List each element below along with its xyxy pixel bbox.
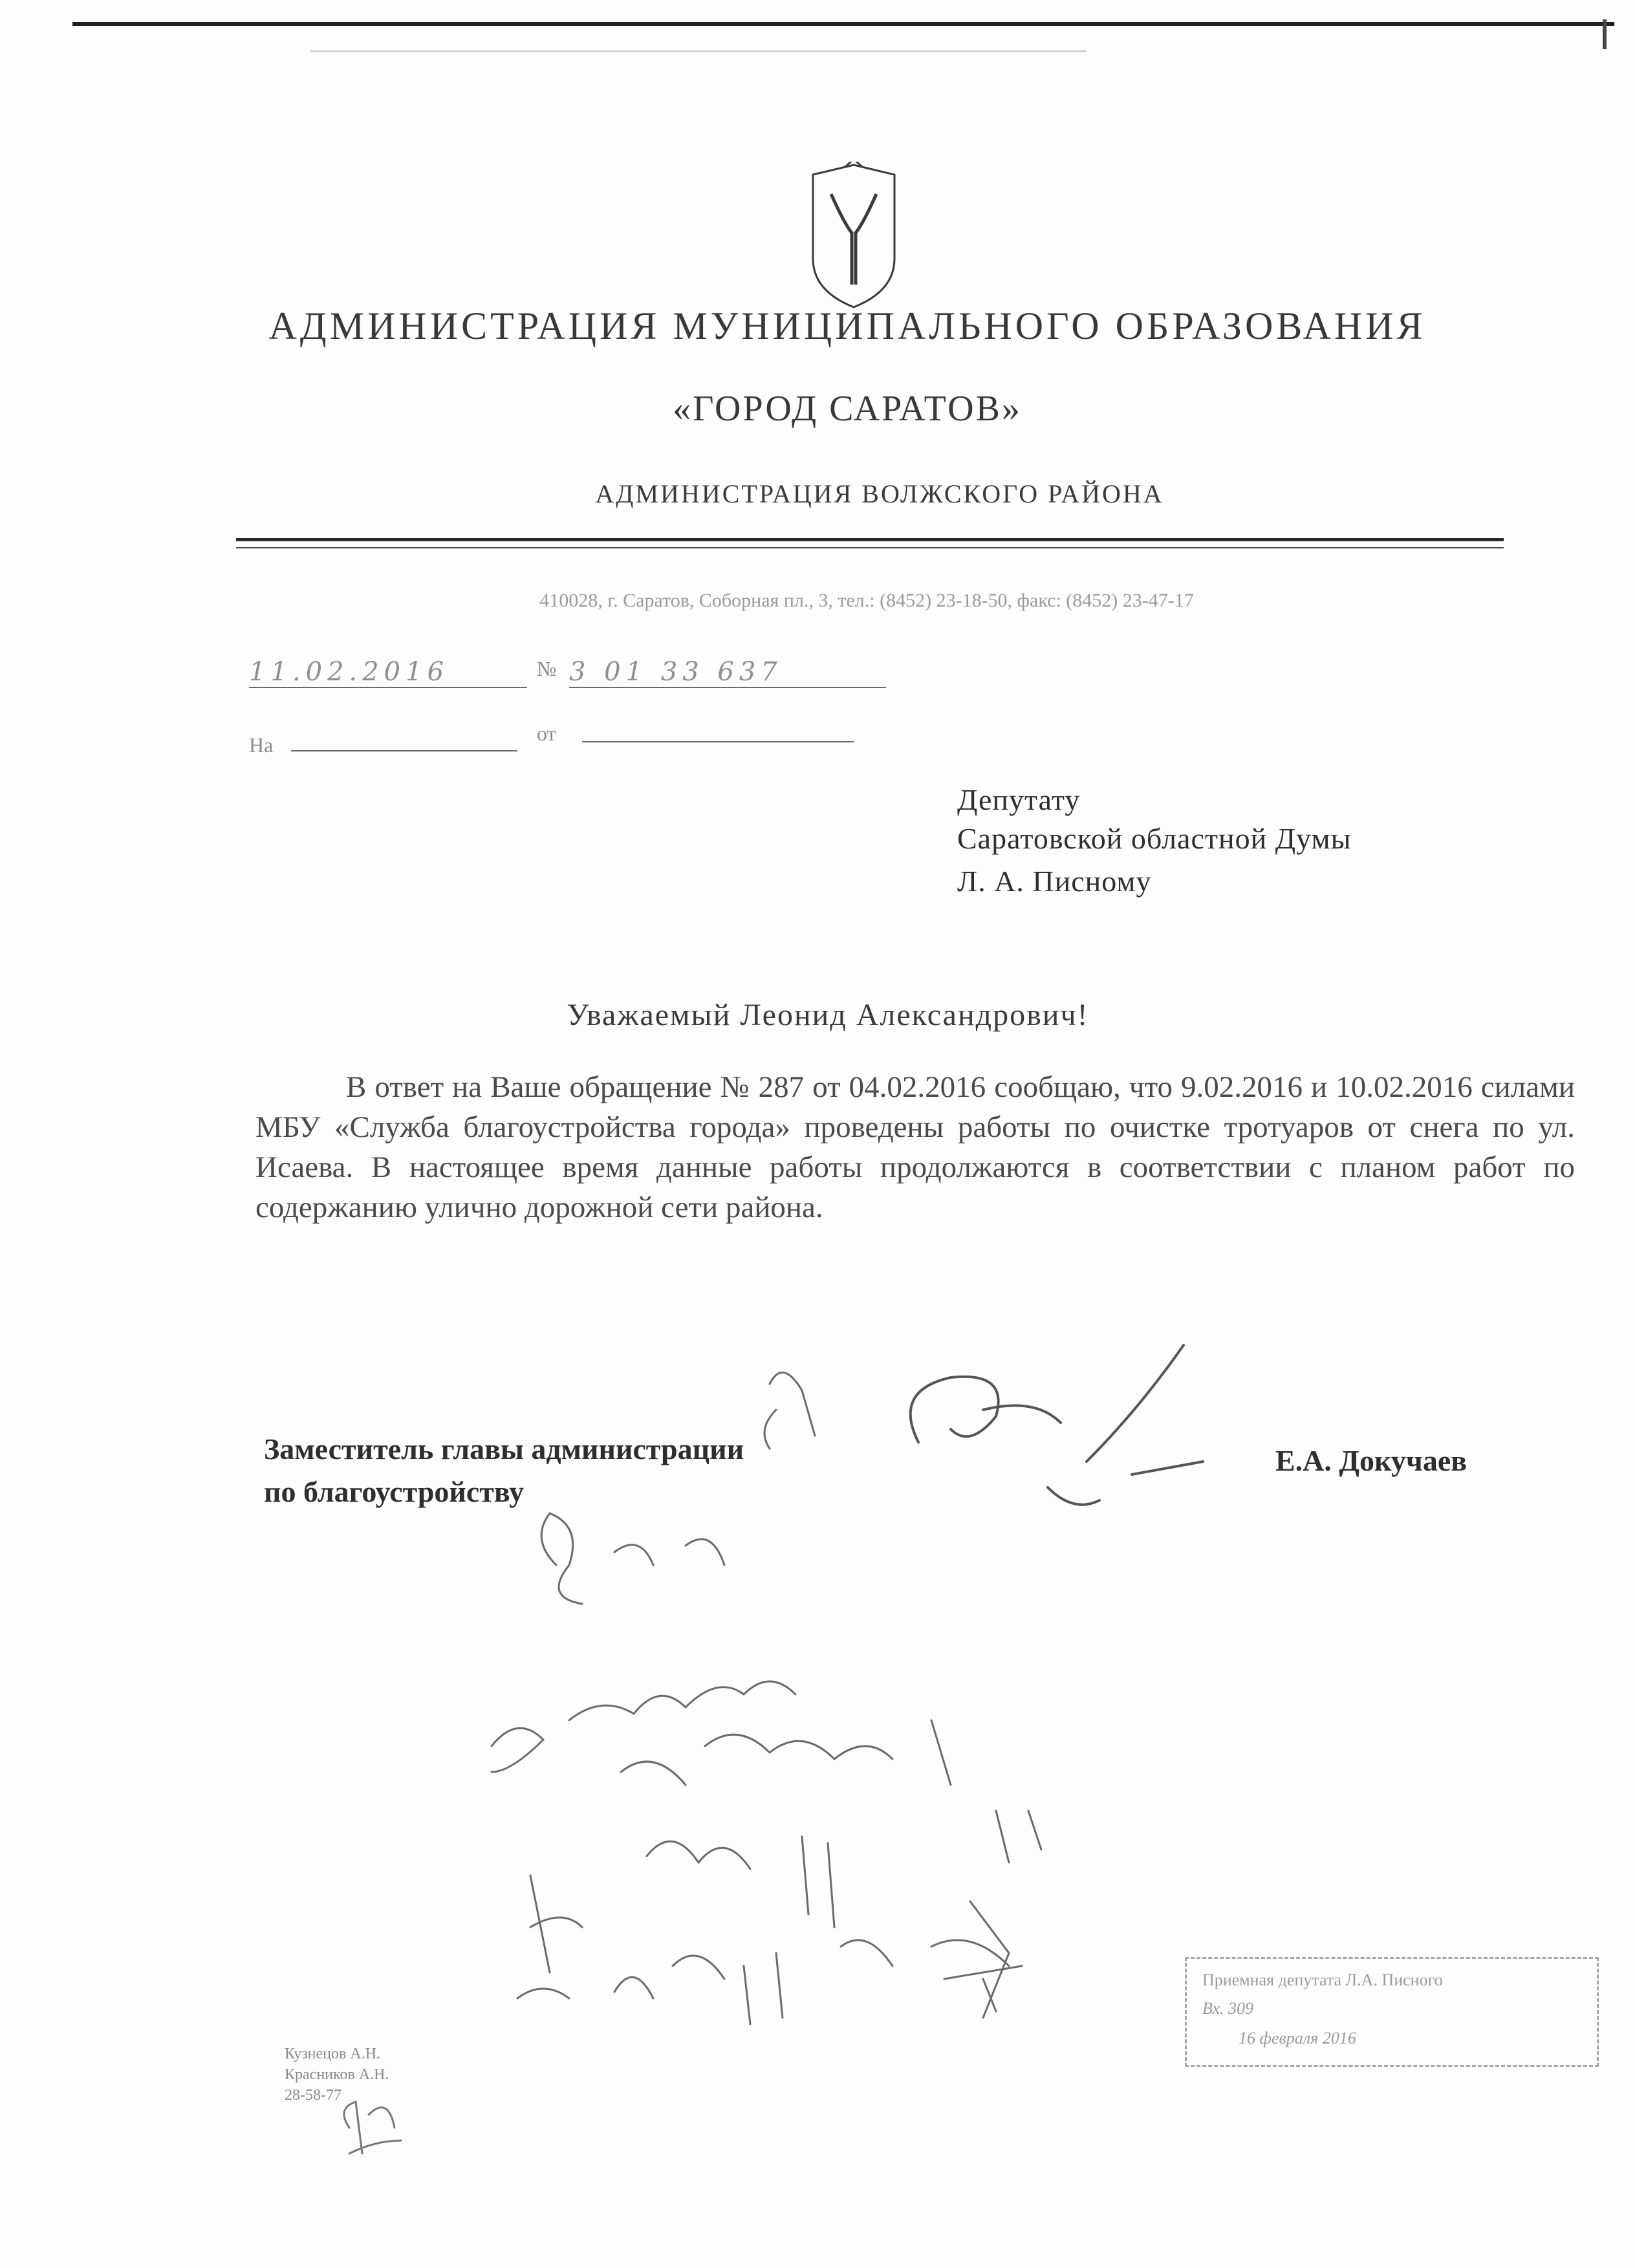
date-field [249,657,527,688]
date-value: 11.02.2016 [249,657,449,687]
letterhead-rule-thin [236,547,1504,548]
incoming-stamp [1185,1957,1599,2067]
greeting: Уважаемый Леонид Александрович! [567,998,1089,1032]
executors-block [285,2044,389,2106]
recipient-line2: Саратовской областной Думы [957,822,1352,855]
signatory-title [264,1428,744,1513]
number-label: № [537,657,557,680]
resolution-stroke-1 [764,1372,815,1449]
corner-mark [1603,19,1607,49]
resolution-stroke-7 [841,1811,1041,1966]
stamp-line3: 16 февраля 2016 [1239,2029,1356,2047]
letter-body [255,1067,1575,1227]
district-administration: АДМИНИСТРАЦИЯ ВОЛЖСКОГО РАЙОНА [595,479,1164,508]
resolution-stroke-5 [530,1837,834,1972]
ot-label: от [537,722,556,745]
number-field [569,657,886,688]
top-border-line [72,22,1614,26]
organization-city: «ГОРОД САРАТОВ» [673,389,1022,429]
coat-of-arms-icon [805,162,902,310]
resolution-stroke-6 [517,1953,783,2024]
initials-stroke [344,2102,401,2154]
recipient-line3: Л. А. Писному [957,865,1152,898]
recipient-line1: Депутату [957,783,1081,816]
ot-field [582,714,854,742]
stamp-line2: Вх. 309 [1202,1999,1254,2018]
na-field [291,723,517,751]
stamp-line1: Приемная депутата Л.А. Писного [1202,1971,1443,1989]
body-paragraph: В ответ на Ваше обращение № 287 от 04.02.2016 сообщаю, что 9.02.2016 и 10.02.2016 силами МБУ «Служба благоустройства города» проведены работы по очистке тротуаров от снега по ул. Исаева. В настоящее время данные работы продолжаются в соответствии с планом работ по содержанию улично дорожной сети района. [255,1070,1575,1224]
letterhead-rule-thick [236,538,1504,541]
signatory-title-line2: по благоустройству [264,1475,525,1508]
faint-rule [310,50,1087,52]
signatory-name: Е.А. Докучаев [1275,1444,1467,1477]
resolution-stroke-3 [492,1681,796,1772]
organization-title: АДМИНИСТРАЦИЯ МУНИЦИПАЛЬНОГО ОБРАЗОВАНИЯ [268,305,1426,347]
executor-phone: 28-58-77 [285,2087,341,2104]
signature-stroke [911,1345,1203,1505]
executor-2: Красников А.Н. [285,2066,389,2083]
executor-1: Кузнецов А.Н. [285,2046,381,2062]
address-line: 410028, г. Саратов, Соборная пл., 3, тел.: (8452) 23-18-50, факс: (8452) 23-47-17 [539,590,1194,611]
resolution-stroke-4 [621,1720,951,1785]
signatory-title-line1: Заместитель главы администрации [264,1432,744,1465]
number-value: 3 01 33 637 [569,657,783,687]
na-label: На [249,733,274,757]
resolution-stroke-8 [944,1901,1022,2018]
resolution-stroke-2 [541,1513,724,1604]
